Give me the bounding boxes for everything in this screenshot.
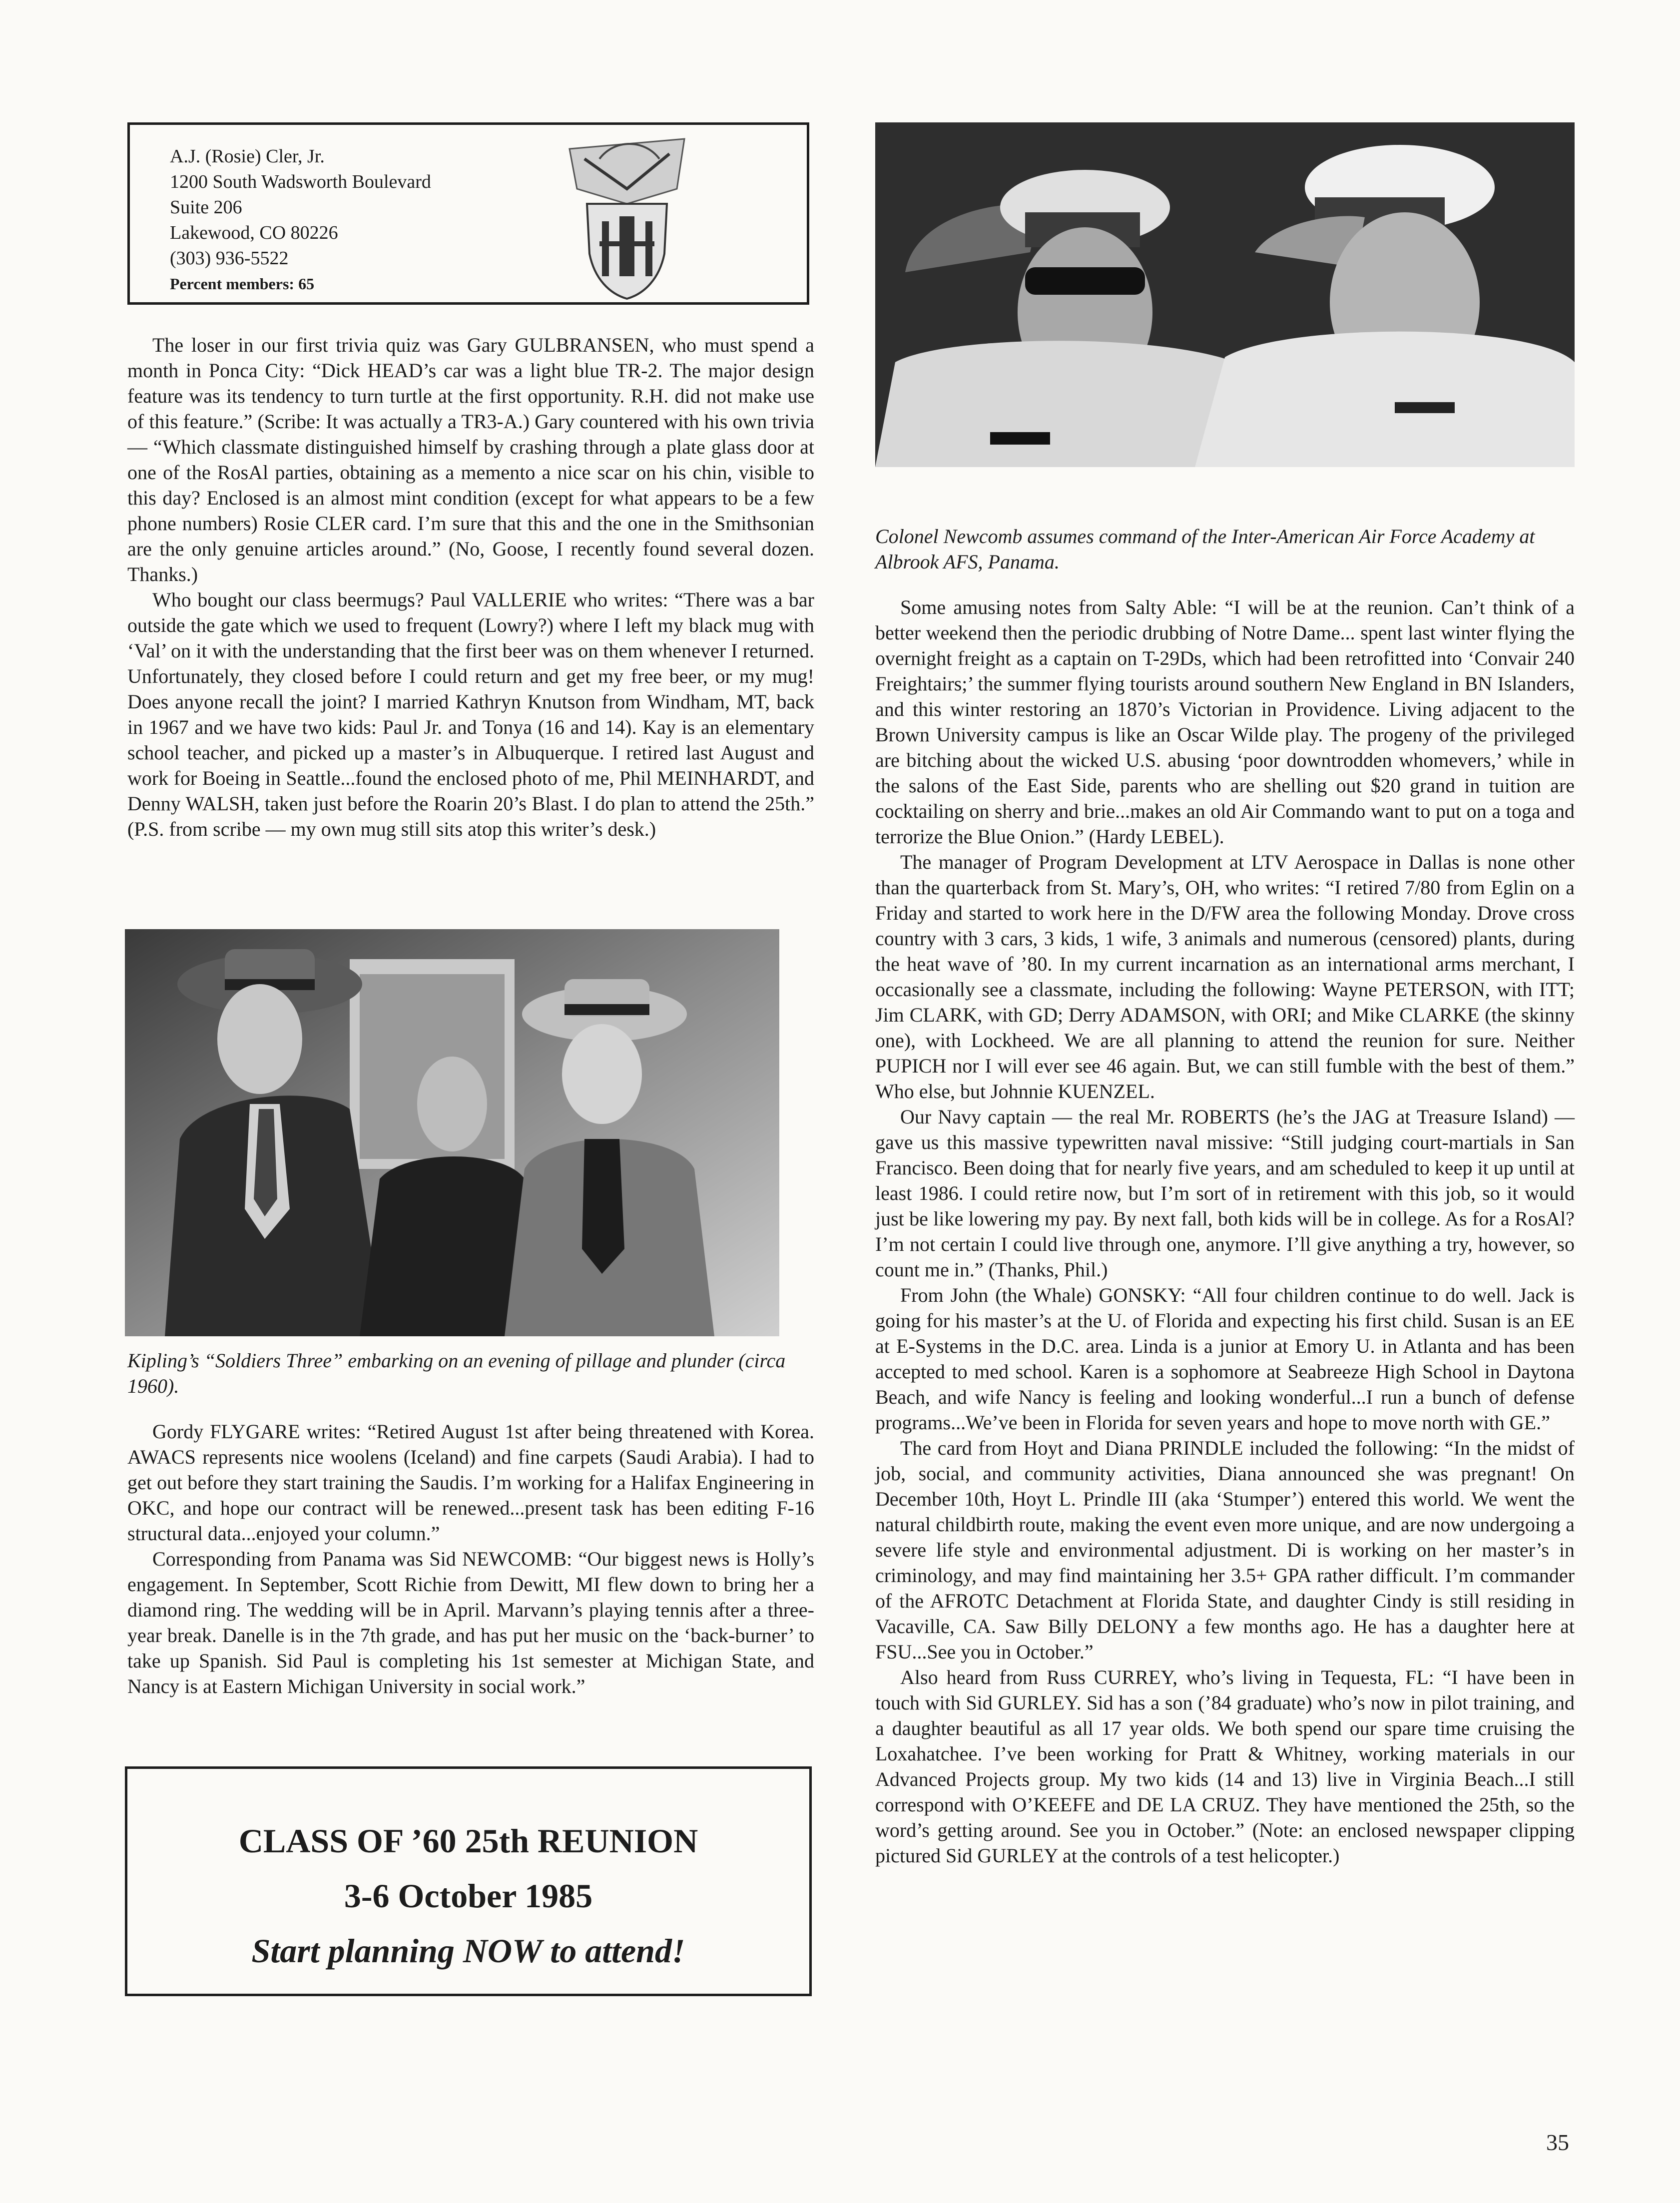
article-paragraph: Our Navy captain — the real Mr. ROBERTS (he’s the JAG at Treasure Island) — gave us this massive typewritten naval missive: “Still judging court-martials in San Francisco. Been doing that for nearly five years, and am scheduled to keep it up until at least 1986. I could retire now, but I’m sort of in retirement with this job, so it would just be like lowering my pay. By next fall, both kids will be in college. As for a RosAl? I’m not certain I could live through one, anymore. I’ll give anything a try, however, so count me in.” (Thanks, Phil.): [875, 1105, 1575, 1281]
article-paragraph: Some amusing notes from Salty Able: “I will be at the reunion. Can’t think of a better weekend then the periodic drubbing of Notre Dame... spent last winter flying the overnight freight as a captain on T-29Ds, which had been retrofitted into ‘Convair 240 Freightairs;’ the summer flying tourists around southern New England in BN Islanders, and this winter restoring an 1870’s Victorian in Providence. Living adjacent to the Brown University campus is like an Oscar Wilde play. The progeny of the privileged are bitching about the wicked U.S. abusing ‘poor downtrodden whomevers,’ while in the salons of the East Side, parents who are shelling out $20 grand in tuition are cocktailing on sherry and brie...makes an old Air Commando want to put on a toga and terrorize the Blue Onion.” (Hardy LEBEL).: [875, 596, 1575, 848]
contact-street: 1200 South Wadsworth Boulevard: [170, 171, 431, 192]
article-paragraph: The loser in our first trivia quiz was Gary GULBRANSEN, who must spend a month in Ponca City: “Dick HEAD’s car was a light blue TR-2. The major design feature was its tendency to turn turtle at the first opportunity. R.H. did not make use of this feature.” (Scribe: It was actually a TR3-A.) Gary countered with his own trivia — “Which classmate distinguished himself by crashing through a plate glass door at one of the RosAl parties, obtaining as a memento a nice scar on his chin, visible to this day? Enclosed is an almost mint condition (except for what appears to be a few phone numbers) Rosie CLER card. I’m sure that this and the one in the Smithsonian are the only genuine articles around.” (No, Goose, I recently found several dozen. Thanks.): [127, 334, 814, 585]
article-paragraph: From John (the Whale) GONSKY: “All four children continue to do well. Jack is going for his master’s at the U. of Florida and expecting his first child. Susan is an EE at E-Systems in the D.C. area. Linda is a junior at Emory U. in Atlanta and has been accepted to med school. Karen is a sophomore at Seabreeze High School in Daytona Beach, and wife Nancy is feeling and looking wonderful...I run a bunch of defense programs...We’ve been in Florida for seven years and hope to move north with GE.”: [875, 1284, 1575, 1434]
reunion-dates: 3-6 October 1985: [344, 1877, 593, 1915]
reunion-title: CLASS OF ’60 25th REUNION: [238, 1822, 698, 1860]
left-column-bottom-text: [127, 1419, 814, 1699]
contact-name: A.J. (Rosie) Cler, Jr.: [170, 146, 325, 167]
percent-members: Percent members: 65: [170, 275, 315, 293]
article-paragraph: Corresponding from Panama was Sid NEWCOMB: “Our biggest news is Holly’s engagement. In September, Scott Richie from Dewitt, MI flew down to bring her a diamond ring. The wedding will be in April. Marvann’s playing tennis after a three-year break. Danelle is in the 7th grade, and has put her music on the ‘back-burner’ to take up Spanish. Sid Paul is completing his 1st semester at Michigan State, and Nancy is at Eastern Michigan University in social work.”: [127, 1548, 814, 1697]
reunion-call-to-action: Start planning NOW to attend!: [251, 1932, 685, 1970]
soldiers-three-caption: Kipling’s “Soldiers Three” embarking on an evening of pillage and plunder (circa 1960).: [127, 1349, 786, 1397]
right-column-text: [875, 594, 1575, 1868]
academy-crest-icon: [540, 129, 714, 301]
article-paragraph: Who bought our class beermugs? Paul VALLERIE who writes: “There was a bar outside the gate which we used to frequent (Lowry?) where I left my black mug with ‘Val’ on it with the understanding that the first beer was on them whenever I returned. Unfortunately, they closed before I could return and get my free beer, or my mug! Does anyone recall the joint? I married Kathryn Knutson from Windham, MT, back in 1967 and we have two kids: Paul Jr. and Tonya (16 and 14). Kay is an elementary school teacher, and picked up a master’s in Albuquerque. I retired last August and work for Boeing in Seattle...found the enclosed photo of me, Phil MEINHARDT, and Denny WALSH, taken just before the Roarin 20’s Blast. I do plan to attend the 25th.” (P.S. from scribe — my own mug still sits atop this writer’s desk.): [127, 588, 814, 840]
colonel-newcomb-photo: [875, 122, 1575, 467]
contact-city: Lakewood, CO 80226: [170, 222, 338, 243]
colonel-newcomb-caption: Colonel Newcomb assumes command of the Inter-American Air Force Academy at Albrook AFS, Panama.: [875, 525, 1535, 573]
soldiers-three-photo: [125, 929, 779, 1336]
colonel-newcomb-photo-image: [875, 122, 1575, 467]
class-contact-box: [127, 122, 809, 305]
article-paragraph: Also heard from Russ CURREY, who’s living in Tequesta, FL: “I have been in touch with Sid GURLEY. Sid has a son (’84 graduate) who’s now in pilot training, and a daughter beautiful as all 17 year olds. We both spend our spare time cruising the Loxahatchee. I’ve been working for Pratt & Whitney, working materials in our Advanced Projects group. My two kids (14 and 13) live in Virginia Beach...I still correspond with O’KEEFE and DE LA CRUZ. They have mentioned the 25th, so the word’s getting around. See you in October.” (Note: an enclosed newspaper clipping pictured Sid GURLEY at the controls of a test helicopter.): [875, 1666, 1575, 1867]
article-paragraph: The manager of Program Development at LTV Aerospace in Dallas is none other than the quarterback from St. Mary’s, OH, who writes: “I retired 7/80 from Eglin on a Friday and started to work here in the D/FW area the following Monday. Drove cross country with 3 cars, 3 kids, 1 wife, 3 animals and numerous (censored) plants, during the heat wave of ’80. In my current incarnation as an international arms merchant, I occasionally see a classmate, including the following: Wayne PETERSON, with ITT; Jim CLARK, with GD; Derry ADAMSON, with ORI; and Mike CLARKE (the skinny one), with Lockheed. We are all planning to attend the reunion for sure. Neither PUPICH nor I will ever see 46 again. But, we can still fumble with the best of them.” Who else, but Johnnie KUENZEL.: [875, 851, 1575, 1102]
page-number: 35: [1546, 2130, 1569, 2155]
reunion-announcement-box: [125, 1766, 812, 1996]
soldiers-three-photo-image: [125, 929, 779, 1336]
contact-phone: (303) 936-5522: [170, 248, 289, 269]
article-paragraph: Gordy FLYGARE writes: “Retired August 1st after being threatened with Korea. AWACS represents nice woolens (Iceland) and fine carpets (Saudi Arabia). I had to get out before they start training the Saudis. I’m working for a Halifax Engineering in OKC, and hope our contract will be renewed...present task has been editing F-16 structural data...enjoyed your column.”: [127, 1420, 814, 1545]
left-column-top-text: [127, 332, 814, 842]
contact-suite: Suite 206: [170, 197, 242, 218]
article-paragraph: The card from Hoyt and Diana PRINDLE included the following: “In the midst of job, social, and community activities, Diana announced she was pregnant! On December 10th, Hoyt L. Prindle III (aka ‘Stumper’) entered this world. We went the natural childbirth route, making the event even more unique, and are now undergoing a severe life style and environmental adjustment. Di is working on her master’s in criminology, and may find maintaining her 3.5+ GPA rather difficult. I’m commander of the AFROTC Detachment at Florida State, and daughter Cindy is still residing in Vacaville, CA. Saw Billy DELONY a few months ago. He has a daughter here at FSU...See you in October.”: [875, 1437, 1575, 1663]
